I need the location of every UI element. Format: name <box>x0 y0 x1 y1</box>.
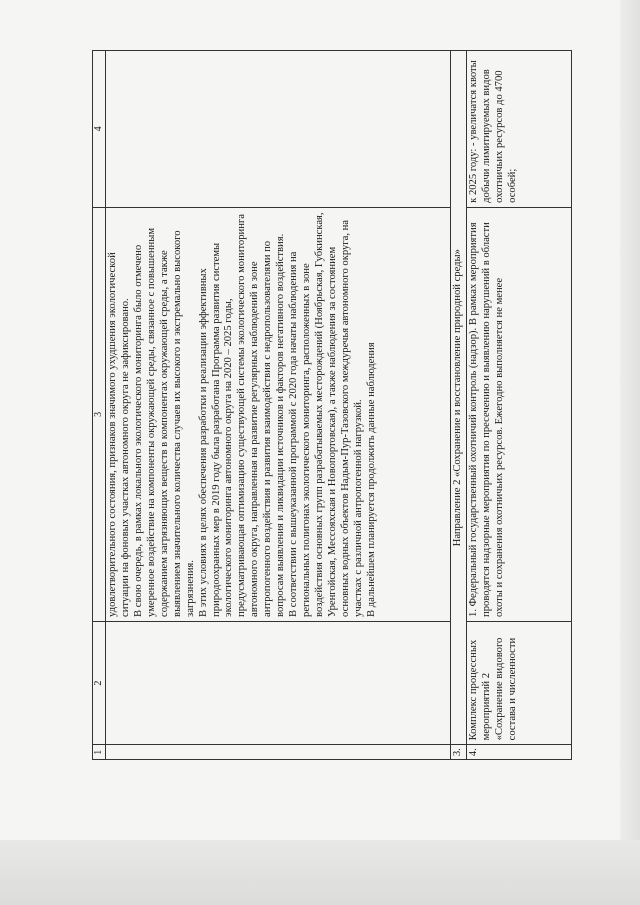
table-row-direction <box>451 51 467 760</box>
row-number-cell: 3. <box>451 745 467 760</box>
row-number-cell: 4. <box>467 745 572 760</box>
header-col-2: 2 <box>93 621 106 744</box>
scanner-bottom-shadow <box>0 840 640 905</box>
page-edge-shadow <box>620 0 640 905</box>
paragraph: В этих условиях в целях обеспечения разработки и реализации эффективных природоохранных мер в 2019 году была разработана Программа развития системы экологического мониторинга автономного округа на 2020 – 2025 годы, предусматривающая оптимизацию существующей системы экологического мониторинга автономного округа, направленная на развитие регулярных наблюдений в зоне антропогенного воздействия и развития взаимодействия с недропользователями по вопросам выявления и ликвидации источников и факторов негативного воздействия. <box>197 214 287 617</box>
result-cell: к 2025 году: - увеличатся квоты добычи лимитируемых видов охотничьих ресурсов до 4700 особей; <box>467 51 572 208</box>
rotated-landscape-page <box>92 50 572 760</box>
direction-heading: Направление 2 «Сохранение и восстановление природной среды» <box>451 51 467 745</box>
measure-name-cell: Комплекс процессных мероприятий 2 «Сохранение видового состава и численности <box>467 621 572 744</box>
row-number-cell <box>106 745 451 760</box>
paragraph: В свою очередь, в рамках локального экологического мониторинга было отмечено умеренное воздействие на компоненты окружающей среды, связанное с повышенным содержанием загрязняющих веществ в компонентах окружающей среды, а также выявлением значительного количества случаев их высокого и экстремально высокого загрязнения. <box>133 227 196 617</box>
paragraph: В дальнейшем планируется продолжить данные наблюдения <box>365 342 377 617</box>
result-cell <box>106 51 451 208</box>
description-cell <box>106 207 451 621</box>
measure-name-cell <box>106 621 451 744</box>
paragraph: удовлетворительного состояния, признаков значимого ухудшения экологической ситуации на фоновых участках автономного округа не зафиксировано. <box>107 252 132 617</box>
header-col-4: 4 <box>93 51 106 208</box>
paragraph: В соответствии с вышеуказанной программой с 2020 года начаты наблюдения на региональных полигонах экологического мониторинга, расположенных в зоне воздействия основных групп разрабатываемых месторождений (Ноябрьская, Губкинская, Уренгойская, Мессояхская и Новопортовская), а также наблюдения за состоянием основных водных объектов Надым-Пур-Тазовского междуречья автономного округа, на участках с различной антропогенной нагрузкой. <box>288 212 364 617</box>
table-row-measure <box>467 51 572 760</box>
header-col-3: 3 <box>93 207 106 621</box>
table-row-continuation <box>106 51 451 760</box>
program-table <box>92 50 572 760</box>
header-col-1: 1 <box>93 745 106 760</box>
description-cell: 1. Федеральный государственный охотничий контроль (надзор). В рамках мероприятия проводятся надзорные мероприятия по пресечению и выявлению нарушений в области охоты и сохранения охотничьих ресурсов. Ежегодно выполняется не менее <box>467 207 572 621</box>
table-header-row <box>93 51 106 760</box>
